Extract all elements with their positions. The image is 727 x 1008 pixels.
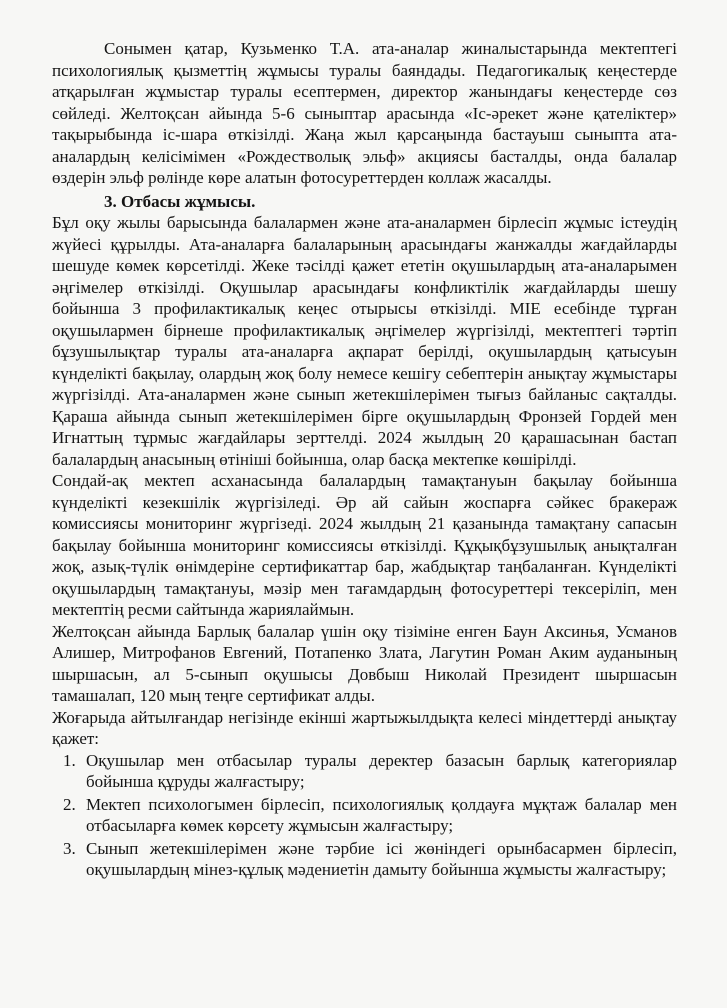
canteen-monitoring-paragraph: Сондай-ақ мектеп асханасында балалардың тамақтануын бақылау бойынша күнделікті кезекшілік жүргізіледі. Әр ай сайын жоспарға сәйкес бракераж комиссиясы мониторинг жүргізеді. 2024 жылдың 21 қазанында тамақтану сапасын бақылау бойынша мониторинг комиссиясы өткізілді. Құқықбұзушылық анықталған жоқ, азық-түлік өнімдеріне сертификаттар бар, жабдықтар таңбаланған. Күнделікті оқушылардың тамақтануы, мәзір мен тағамдардың фотосуреттері тексеріліп, мен мектептің ресми сайтында жариялаймын.	[52, 471, 677, 619]
intro-paragraph: Сонымен қатар, Кузьменко Т.А. ата-аналар жиналыстарында мектептегі психологиялық қызметтің жұмысы туралы баяндады. Педагогикалық кеңестерде атқарылған жұмыстар туралы есептермен, директор жанындағы кеңестерде сөз сөйледі. Желтоқсан айында 5-6 сыныптар арасында «Іс-әрекет және қателіктер» тақырыбында іс-шара өткізілді. Жаңа жыл қарсаңында бастауыш сыныпта ата-аналардың келісімімен «Рождестволық эльф» акциясы басталды, онда балалар өздерін эльф рөлінде көре алатын фотосуреттерден коллаж жасалды.	[52, 39, 677, 187]
list-item: 2. Мектеп психологымен бірлесіп, психологиялық қолдауға мұқтаж балалар мен отбасыларға көмек көрсету жұмысын жалғастыру;	[80, 794, 677, 837]
section-heading: 3. Отбасы жұмысы.	[104, 191, 256, 211]
tasks-list	[52, 750, 677, 881]
family-work-paragraph: Бұл оқу жылы барысында балалармен және ата-аналармен бірлесіп жұмыс істеудің жүйесі құрылды. Ата-аналарға балаларының арасындағы жанжалды жағдайларды шешуде көмек көрсетілді. Жеке тәсілді қажет ететін оқушылардың ата-аналарымен әңгімелер өткізілді. Оқушылар арасындағы конфликтілік жағдайларды шешу бойынша 3 профилактикалық кеңес отырысы өткізілді. МІЕ есебінде тұрған оқушылармен бірнеше профилактикалық әңгімелер жүргізілді, мектептегі тәртіп бұзушылықтар туралы ата-аналарға ақпарат берілді, оқушылардың қатысуын күнделікті бақылау, олардың жоқ болу немесе кешігу себептерін анықтау жұмыстары жүргізілді. Ата-аналармен және сынып жетекшілерімен тығыз байланыс сақталды. Қараша айында сынып жетекшілерімен бірге оқушылардың Фронзей Гордей мен Игнаттың тұрмыс жағдайлары зерттелді. 2024 жылдың 20 қарашасынан бастап балалардың анасының өтініші бойынша, олар басқа мектепке көшірілді.	[52, 213, 677, 469]
tasks-intro-paragraph: Жоғарыда айтылғандар негізінде екінші жартыжылдықта келесі міндеттерді анықтау қажет:	[52, 707, 677, 748]
list-item: 1. Оқушылар мен отбасылар туралы деректер базасын барлық категориялар бойынша құруды жалғастыру;	[80, 750, 677, 793]
new-year-tree-paragraph: Желтоқсан айында Барлық балалар үшін оқу тізіміне енген Баун Аксинья, Усманов Алишер, Митрофанов Евгений, Потапенко Злата, Лагутин Роман Аким ауданының шыршасын, ал 5-сынып оқушысы Довбыш Николай Президент шыршасын тамашалап, 120 мың теңге сертификат алды.	[52, 621, 677, 705]
list-item: 3. Сынып жетекшілерімен және тәрбие ісі жөніндегі орынбасармен бірлесіп, оқушылардың мінез-құлық мәдениетін дамыту бойынша жұмысты жалғастыру;	[80, 838, 677, 881]
